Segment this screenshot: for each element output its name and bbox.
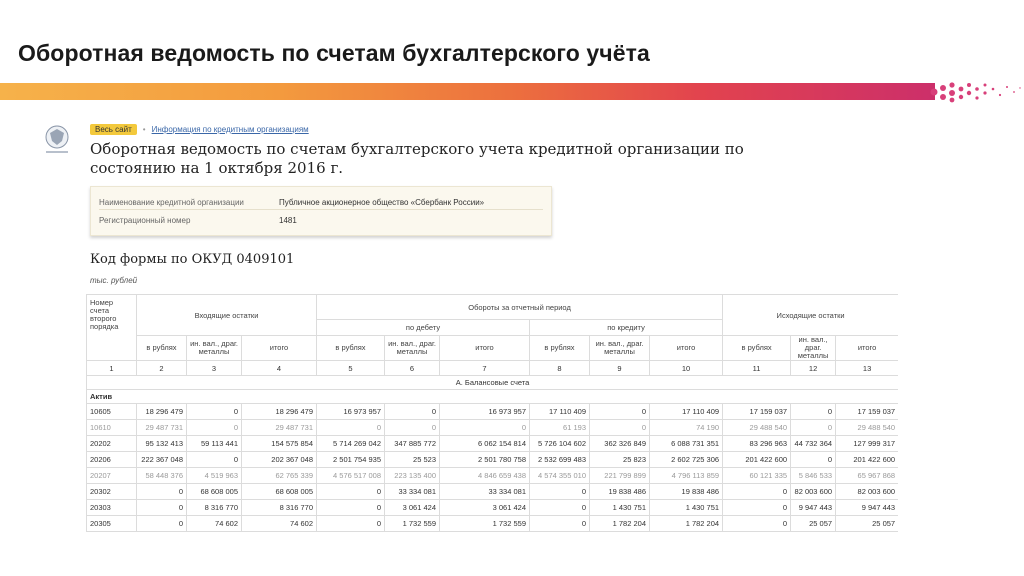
value-cell: 6 088 731 351	[650, 436, 723, 452]
value-cell: 62 765 339	[242, 468, 317, 484]
slide-title: Оборотная ведомость по счетам бухгалтерского учёта	[18, 40, 650, 66]
value-cell: 17 159 037	[723, 404, 791, 420]
value-cell: 0	[317, 420, 385, 436]
value-cell: 3 061 424	[440, 500, 530, 516]
credit-rub-header: в рублях	[530, 336, 590, 361]
breadcrumb-section-link[interactable]: Информация по кредитным организациям	[151, 125, 309, 134]
org-name-row	[99, 195, 543, 210]
value-cell: 17 159 037	[836, 404, 898, 420]
column-number-cell: 11	[723, 361, 791, 376]
column-number-cell: 13	[836, 361, 898, 376]
table-row	[87, 404, 899, 420]
value-cell: 202 367 048	[242, 452, 317, 468]
value-cell: 0	[723, 484, 791, 500]
value-cell: 1 430 751	[650, 500, 723, 516]
value-cell: 60 121 335	[723, 468, 791, 484]
ledger-table	[86, 294, 898, 532]
breadcrumb	[90, 124, 309, 135]
value-cell: 29 488 540	[836, 420, 898, 436]
value-cell: 0	[385, 420, 440, 436]
table-row	[87, 436, 899, 452]
closing-rub-header: в рублях	[723, 336, 791, 361]
value-cell: 1 732 559	[385, 516, 440, 532]
currency-subheader-row	[87, 336, 899, 361]
debit-total-header: итого	[440, 336, 530, 361]
value-cell: 29 488 540	[723, 420, 791, 436]
table-row	[87, 500, 899, 516]
value-cell: 65 967 868	[836, 468, 898, 484]
value-cell: 127 999 317	[836, 436, 898, 452]
value-cell: 201 422 600	[836, 452, 898, 468]
value-cell: 5 714 269 042	[317, 436, 385, 452]
value-cell: 0	[530, 500, 590, 516]
table-row	[87, 452, 899, 468]
value-cell: 2 501 754 935	[317, 452, 385, 468]
value-cell: 82 003 600	[791, 484, 836, 500]
value-cell: 74 190	[650, 420, 723, 436]
value-cell: 61 193	[530, 420, 590, 436]
table-row	[87, 516, 899, 532]
reg-number-value: 1481	[279, 215, 297, 225]
value-cell: 362 326 849	[590, 436, 650, 452]
column-number-cell: 3	[187, 361, 242, 376]
value-cell: 25 057	[836, 516, 898, 532]
value-cell: 0	[530, 484, 590, 500]
value-cell: 68 608 005	[242, 484, 317, 500]
opening-total-header: итого	[242, 336, 317, 361]
value-cell: 17 110 409	[650, 404, 723, 420]
value-cell: 95 132 413	[137, 436, 187, 452]
ledger-table-container	[86, 294, 898, 532]
value-cell: 0	[317, 484, 385, 500]
value-cell: 0	[187, 420, 242, 436]
closing-total-header: итого	[836, 336, 898, 361]
reg-number-row	[99, 213, 543, 227]
organization-info-card	[90, 186, 552, 236]
value-cell: 83 296 963	[723, 436, 791, 452]
value-cell: 68 608 005	[187, 484, 242, 500]
value-cell: 44 732 364	[791, 436, 836, 452]
opening-rub-header: в рублях	[137, 336, 187, 361]
value-cell: 82 003 600	[836, 484, 898, 500]
value-cell: 9 947 443	[791, 500, 836, 516]
value-cell: 74 602	[242, 516, 317, 532]
subsection-row	[87, 390, 899, 404]
value-cell: 347 885 772	[385, 436, 440, 452]
value-cell: 4 519 963	[187, 468, 242, 484]
value-cell: 17 110 409	[530, 404, 590, 420]
value-cell: 0	[137, 516, 187, 532]
value-cell: 0	[590, 420, 650, 436]
value-cell: 0	[791, 452, 836, 468]
value-cell: 0	[187, 404, 242, 420]
value-cell: 0	[137, 500, 187, 516]
value-cell: 6 062 154 814	[440, 436, 530, 452]
value-cell: 222 367 048	[137, 452, 187, 468]
value-cell: 0	[317, 500, 385, 516]
column-number-cell: 4	[242, 361, 317, 376]
column-number-cell: 5	[317, 361, 385, 376]
column-number-cell: 10	[650, 361, 723, 376]
subsection-label: Актив	[87, 390, 899, 404]
closing-fx-header: ин. вал., драг. металлы	[791, 336, 836, 361]
opening-fx-header: ин. вал., драг. металлы	[187, 336, 242, 361]
value-cell: 3 061 424	[385, 500, 440, 516]
turnover-header: Обороты за отчетный период	[317, 295, 723, 320]
org-name-label: Наименование кредитной организации	[99, 197, 244, 207]
value-cell: 201 422 600	[723, 452, 791, 468]
value-cell: 0	[187, 452, 242, 468]
credit-header: по кредиту	[530, 320, 723, 336]
column-number-cell: 7	[440, 361, 530, 376]
column-number-cell: 1	[87, 361, 137, 376]
table-row	[87, 420, 899, 436]
value-cell: 25 057	[791, 516, 836, 532]
value-cell: 221 799 899	[590, 468, 650, 484]
value-cell: 18 296 479	[242, 404, 317, 420]
value-cell: 5 726 104 602	[530, 436, 590, 452]
credit-fx-header: ин. вал., драг. металлы	[590, 336, 650, 361]
value-cell: 33 334 081	[385, 484, 440, 500]
value-cell: 25 523	[385, 452, 440, 468]
embedded-webpage-screenshot	[36, 118, 898, 540]
value-cell: 29 487 731	[242, 420, 317, 436]
value-cell: 0	[385, 404, 440, 420]
value-cell: 0	[590, 404, 650, 420]
value-cell: 74 602	[187, 516, 242, 532]
table-row	[87, 468, 899, 484]
account-number-header: Номер счета второго порядка	[87, 295, 137, 361]
value-cell: 33 334 081	[440, 484, 530, 500]
account-number-cell: 10610	[87, 420, 137, 436]
value-cell: 16 973 957	[440, 404, 530, 420]
value-cell: 0	[137, 484, 187, 500]
column-number-cell: 8	[530, 361, 590, 376]
value-cell: 59 113 441	[187, 436, 242, 452]
section-label: А. Балансовые счета	[87, 376, 899, 390]
value-cell: 1 782 204	[650, 516, 723, 532]
account-number-cell: 20303	[87, 500, 137, 516]
value-cell: 0	[791, 404, 836, 420]
value-cell: 0	[723, 500, 791, 516]
decorative-dots-icon	[930, 79, 1024, 105]
value-cell: 25 823	[590, 452, 650, 468]
value-cell: 19 838 486	[590, 484, 650, 500]
value-cell: 4 846 659 438	[440, 468, 530, 484]
value-cell: 2 532 699 483	[530, 452, 590, 468]
value-cell: 4 576 517 008	[317, 468, 385, 484]
closing-balance-header: Исходящие остатки	[723, 295, 898, 336]
column-number-cell: 9	[590, 361, 650, 376]
section-row	[87, 376, 899, 390]
value-cell: 0	[440, 420, 530, 436]
account-number-cell: 20206	[87, 452, 137, 468]
column-number-cell: 12	[791, 361, 836, 376]
value-cell: 1 782 204	[590, 516, 650, 532]
debit-header: по дебету	[317, 320, 530, 336]
value-cell: 154 575 854	[242, 436, 317, 452]
value-cell: 16 973 957	[317, 404, 385, 420]
reg-number-label: Регистрационный номер	[99, 215, 191, 225]
value-cell: 0	[723, 516, 791, 532]
value-cell: 0	[530, 516, 590, 532]
accent-gradient-bar	[0, 83, 935, 100]
value-cell: 18 296 479	[137, 404, 187, 420]
document-title: Оборотная ведомость по счетам бухгалтерского учета кредитной организации по состоянию на 1 октября 2016 г.	[90, 140, 744, 177]
value-cell: 5 846 533	[791, 468, 836, 484]
account-number-cell: 20207	[87, 468, 137, 484]
value-cell: 2 501 780 758	[440, 452, 530, 468]
debit-rub-header: в рублях	[317, 336, 385, 361]
value-cell: 223 135 400	[385, 468, 440, 484]
value-cell: 2 602 725 306	[650, 452, 723, 468]
value-cell: 1 430 751	[590, 500, 650, 516]
account-number-cell: 20302	[87, 484, 137, 500]
value-cell: 0	[791, 420, 836, 436]
account-number-cell: 20202	[87, 436, 137, 452]
opening-balance-header: Входящие остатки	[137, 295, 317, 336]
account-number-cell: 20305	[87, 516, 137, 532]
debit-fx-header: ин. вал., драг. металлы	[385, 336, 440, 361]
breadcrumb-separator: •	[142, 125, 146, 134]
value-cell: 58 448 376	[137, 468, 187, 484]
value-cell: 9 947 443	[836, 500, 898, 516]
value-cell: 19 838 486	[650, 484, 723, 500]
org-name-value: Публичное акционерное общество «Сбербанк России»	[279, 197, 485, 207]
value-cell: 1 732 559	[440, 516, 530, 532]
okud-form-code: Код формы по ОКУД 0409101	[90, 252, 295, 267]
bank-of-russia-logo-icon	[40, 122, 74, 156]
units-note: тыс. рублей	[90, 276, 138, 285]
value-cell: 8 316 770	[187, 500, 242, 516]
column-number-row	[87, 361, 899, 376]
column-number-cell: 2	[137, 361, 187, 376]
column-number-cell: 6	[385, 361, 440, 376]
value-cell: 4 574 355 010	[530, 468, 590, 484]
account-number-cell: 10605	[87, 404, 137, 420]
value-cell: 29 487 731	[137, 420, 187, 436]
table-row	[87, 484, 899, 500]
value-cell: 8 316 770	[242, 500, 317, 516]
value-cell: 0	[317, 516, 385, 532]
breadcrumb-home-link[interactable]: Весь сайт	[90, 124, 137, 135]
value-cell: 4 796 113 859	[650, 468, 723, 484]
credit-total-header: итого	[650, 336, 723, 361]
